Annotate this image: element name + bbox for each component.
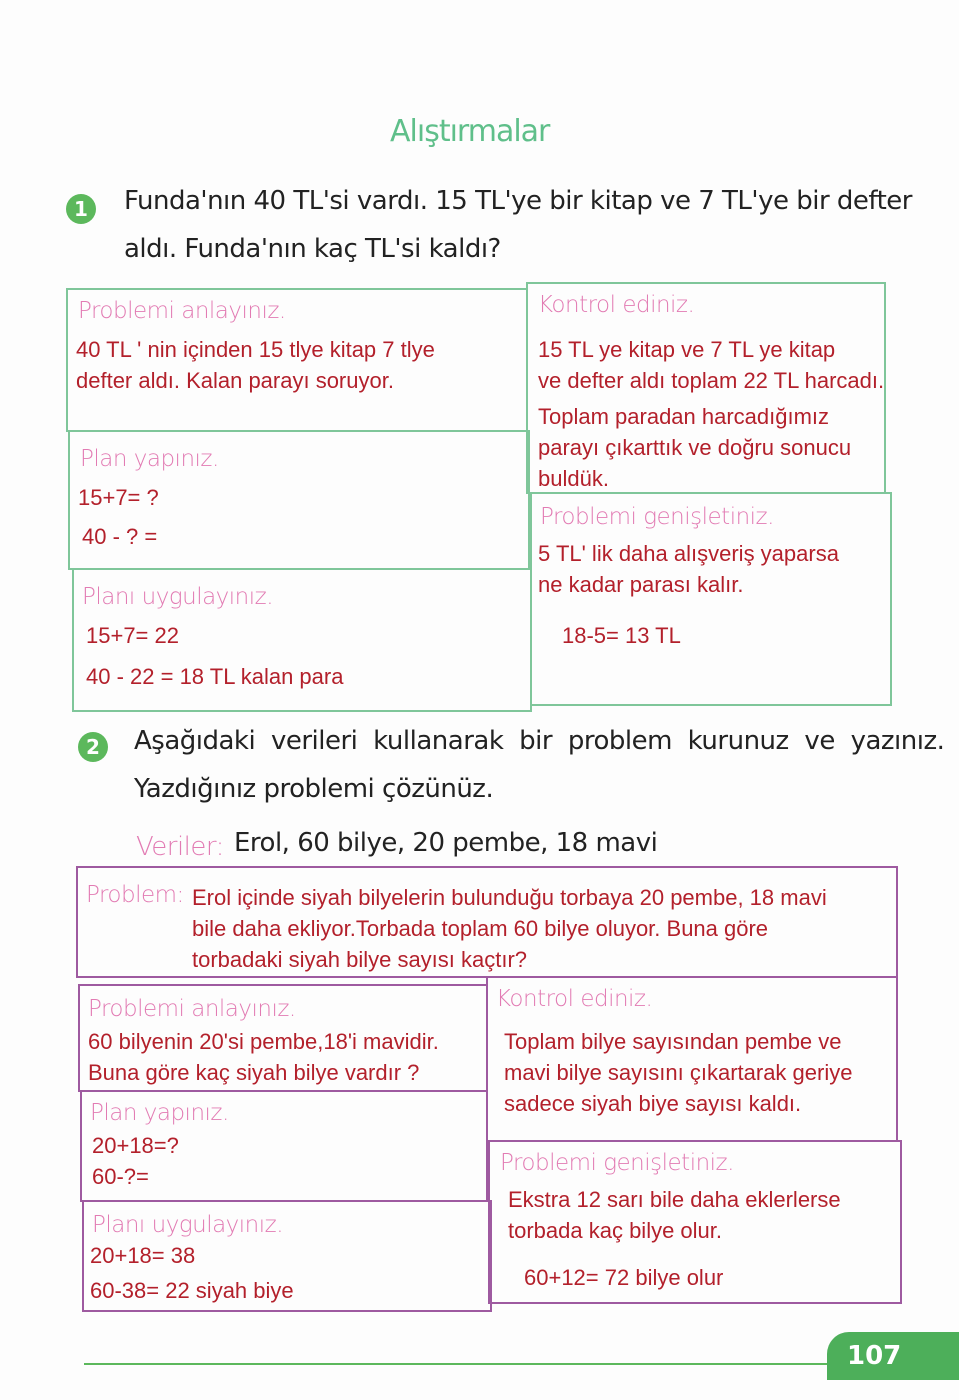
q2-problem-label: Problem: — [86, 882, 184, 908]
q1-understand-text: 40 TL ' nin içinden 15 tlye kitap 7 tlye defter aldı. Kalan parayı soruyor. — [76, 337, 435, 393]
q2-plan-label: Plan yapınız. — [90, 1100, 229, 1126]
footer-divider — [84, 1363, 834, 1365]
q1-extend-text: 5 TL' lik daha alışveriş yaparsa ne kadar parası kalır. 18-5= 13 TL — [538, 541, 839, 648]
q2-understand-box — [78, 984, 488, 1092]
q1-apply-label: Planı uygulayınız. — [82, 584, 274, 610]
question-2-line1: Aşağıdaki verileri kullanarak bir problem kurunuz ve yazınız. — [134, 726, 945, 756]
question-2-number: 2 — [78, 732, 108, 762]
q2-apply-box — [82, 1200, 492, 1312]
q1-understand-label: Problemi anlayınız. — [78, 298, 286, 324]
q1-extend-box — [530, 492, 892, 706]
q2-understand-text: 60 bilyenin 20'si pembe,18'i mavidir. Buna göre kaç siyah bilye vardır ? — [88, 1029, 439, 1085]
q1-plan-box — [68, 430, 530, 570]
q2-understand-label: Problemi anlayınız. — [88, 996, 296, 1022]
q1-check-label: Kontrol ediniz. — [538, 292, 695, 318]
q2-plan-text: 20+18=? 60-?= — [92, 1133, 179, 1189]
page-number: 107 — [827, 1332, 959, 1380]
q1-apply-text: 15+7= 22 40 - 22 = 18 TL kalan para — [86, 623, 344, 689]
q2-check-label: Kontrol ediniz. — [496, 986, 653, 1012]
question-1-number: 1 — [66, 194, 96, 224]
q2-extend-box — [488, 1140, 902, 1304]
q2-problem-box — [76, 866, 898, 978]
question-1-line1: Funda'nın 40 TL'si vardı. 15 TL'ye bir kitap ve 7 TL'ye bir defter — [124, 186, 912, 216]
q1-apply-box — [72, 568, 532, 712]
q2-problem-text: Erol içinde siyah bilyelerin bulunduğu torbaya 20 pembe, 18 mavi bile daha ekliyor.Torbada toplam 60 bilye oluyor. Buna göre torbadaki siyah bilye sayısı kaçtır? — [192, 885, 827, 972]
q1-plan-text: 15+7= ? 40 - ? = — [78, 485, 159, 549]
q1-extend-label: Problemi genişletiniz. — [540, 504, 774, 530]
q1-understand-box — [66, 288, 528, 432]
q2-data-values: Erol, 60 bilye, 20 pembe, 18 mavi — [234, 828, 658, 858]
question-1-line2: aldı. Funda'nın kaç TL'si kaldı? — [124, 234, 501, 264]
q2-check-box — [486, 976, 898, 1142]
q1-plan-label: Plan yapınız. — [80, 446, 219, 472]
q2-check-text: Toplam bilye sayısından pembe ve mavi bilye sayısını çıkartarak geriye sadece siyah biye sayısı kaldı. — [504, 1029, 853, 1116]
q1-check-box — [526, 282, 886, 494]
page-title: Alıştırmalar — [390, 114, 550, 149]
q2-apply-text: 20+18= 38 60-38= 22 siyah biye — [90, 1243, 294, 1303]
q2-extend-label: Problemi genişletiniz. — [500, 1150, 734, 1176]
q1-check-text: 15 TL ye kitap ve 7 TL ye kitap ve defter aldı toplam 22 TL harcadı. Toplam paradan harcadığımız parayı çıkarttık ve doğru sonucu buldük. — [538, 337, 885, 491]
q2-apply-label: Planı uygulayınız. — [92, 1212, 284, 1238]
q2-plan-box — [80, 1090, 488, 1202]
q2-data-label: Veriler: — [136, 832, 224, 862]
q2-extend-text: Ekstra 12 sarı bile daha eklerlerse torbada kaç bilye olur. 60+12= 72 bilye olur — [508, 1187, 841, 1290]
question-2-line2: Yazdığınız problemi çözünüz. — [134, 774, 494, 804]
